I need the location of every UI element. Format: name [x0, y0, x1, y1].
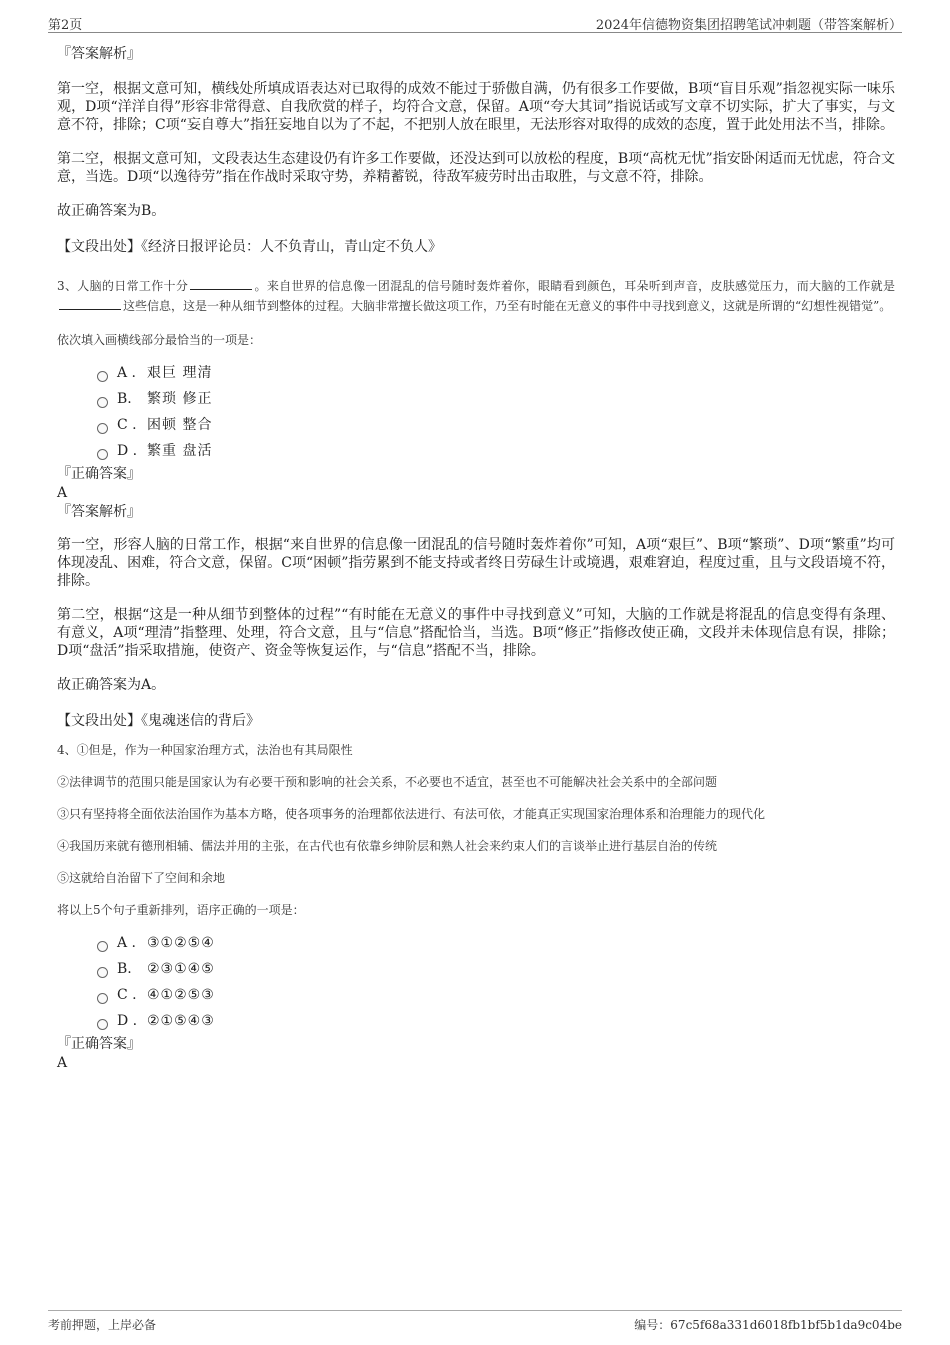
page-footer: [48, 1310, 902, 1333]
q2-analysis-label: 『答案解析』: [57, 46, 141, 62]
document-id: 编号：67c5f68a331d6018fb1bf5b1da9c04be: [634, 1318, 902, 1332]
q4-option-c[interactable]: C . ④①②⑤③: [97, 982, 895, 1008]
q3-source: 【文段出处】《鬼魂迷信的背后》: [57, 713, 260, 729]
radio-icon[interactable]: [97, 1019, 108, 1030]
q4-option-b[interactable]: B. ②③①④⑤: [97, 956, 895, 982]
q3-option-d[interactable]: D . 繁重 盘活: [97, 438, 895, 464]
q3-blank-1: [190, 277, 252, 290]
q3-option-b[interactable]: B. 繁琐 修正: [97, 386, 895, 412]
footer-slogan: 考前押题，上岸必备: [48, 1318, 157, 1332]
q4-sentence-5: ⑤这就给自治留下了空间和余地: [57, 871, 226, 885]
q3-analysis-paragraph-1: 第一空，形容人脑的日常工作，根据“来自世界的信息像一团混乱的信号随时轰炸着你”可知，A项“艰巨”、B项“繁琐”、D项“繁重”均可体现凌乱、困难，符合文意，保留。C项“困顿”指劳累到不能支持或者终日劳碌生计或境遇，艰难窘迫，程度过重，且与文段语境不符，排除。: [57, 537, 895, 589]
q3-option-a[interactable]: A . 艰巨 理清: [97, 360, 895, 386]
q3-conclusion: 故正确答案为A。: [57, 677, 166, 693]
q2-conclusion: 故正确答案为B。: [57, 203, 166, 219]
radio-icon[interactable]: [97, 397, 108, 408]
document-title: 2024年信德物资集团招聘笔试冲刺题（带答案解析）: [595, 18, 902, 33]
q3-blank-2: [59, 297, 121, 310]
radio-icon[interactable]: [97, 993, 108, 1004]
q3-prompt: 依次填入画横线部分最恰当的一项是：: [57, 333, 262, 347]
q3-answer-label: 『正确答案』: [57, 466, 141, 482]
q4-sentence-1: 4、①但是，作为一种国家治理方式，法治也有其局限性: [57, 743, 353, 757]
page-number: 第2页: [48, 18, 83, 33]
q2-analysis-paragraph-2: 第二空，根据文意可知，文段表达生态建设仍有许多工作要做，还没达到可以放松的程度，B项“高枕无忧”指安卧闲适而无忧虑，符合文意，当选。D项“以逸待劳”指在作战时采取守势，养精蓄锐，待敌军疲劳时出击取胜，与文意不符，排除。: [57, 151, 895, 185]
radio-icon[interactable]: [97, 371, 108, 382]
radio-icon[interactable]: [97, 423, 108, 434]
q3-option-c[interactable]: C . 困顿 整合: [97, 412, 895, 438]
q3-analysis-paragraph-2: 第二空，根据“这是一种从细节到整体的过程”“有时能在无意义的事件中寻找到意义”可知，大脑的工作就是将混乱的信息变得有条理、有意义，A项“理清”指整理、处理，符合文意，且与“信息”搭配恰当，当选。B项“修正”指修改使正确，文段并未体现信息有误，排除；D项“盘活”指采取措施，使资产、资金等恢复运作，与“信息”搭配不当，排除。: [57, 607, 895, 659]
q2-analysis-paragraph-1: 第一空，根据文意可知，横线处所填成语表达对已取得的成效不能过于骄傲自满，仍有很多工作要做，B项“盲目乐观”指忽视实际一味乐观，D项“洋洋自得”形容非常得意、自我欣赏的样子，均符合文意，保留。A项“夸大其词”指说话或写文章不切实际，扩大了事实，与文意不符，排除；C项“妄自尊大”指狂妄地自以为了不起，不把别人放在眼里，无法形容对取得的成效的态度，置于此处用法不当，排除。: [57, 81, 895, 133]
q3-stem: 3、人脑的日常工作十分 。来自世界的信息像一团混乱的信号随时轰炸着你，眼睛看到颜色，耳朵听到声音，皮肤感觉压力，而大脑的工作就是这些信息，这是一种从细节到整体的过程。大脑非常擅长做这项工作，乃至有时能在无意义的事件中寻找到意义，这就是所谓的“幻想性视错觉”。: [57, 279, 895, 313]
q3-analysis-label: 『答案解析』: [57, 504, 141, 520]
page-content: [57, 44, 895, 1072]
radio-icon[interactable]: [97, 967, 108, 978]
q2-source: 【文段出处】《经济日报评论员：人不负青山，青山定不负人》: [57, 239, 442, 255]
q4-sentence-3: ③只有坚持将全面依法治国作为基本方略，使各项事务的治理都依法进行、有法可依，才能真正实现国家治理体系和治理能力的现代化: [57, 807, 766, 821]
radio-icon[interactable]: [97, 941, 108, 952]
q4-options: [97, 930, 895, 1034]
q4-answer-label: 『正确答案』: [57, 1036, 141, 1052]
q4-answer: A: [57, 1055, 68, 1071]
q4-sentence-2: ②法律调节的范围只能是国家认为有必要干预和影响的社会关系，不必要也不适宜，甚至也不可能解决社会关系中的全部问题: [57, 775, 718, 789]
q4-option-d[interactable]: D . ②①⑤④③: [97, 1008, 895, 1034]
q3-options: [97, 360, 895, 464]
radio-icon[interactable]: [97, 449, 108, 460]
q4-option-a[interactable]: A . ③①②⑤④: [97, 930, 895, 956]
page-header: [48, 12, 902, 33]
q4-prompt: 将以上5个句子重新排列，语序正确的一项是：: [57, 903, 305, 917]
q4-sentence-4: ④我国历来就有德刑相辅、儒法并用的主张，在古代也有依靠乡绅阶层和熟人社会来约束人们的言谈举止进行基层自治的传统: [57, 839, 718, 853]
q3-answer: A: [57, 485, 68, 501]
